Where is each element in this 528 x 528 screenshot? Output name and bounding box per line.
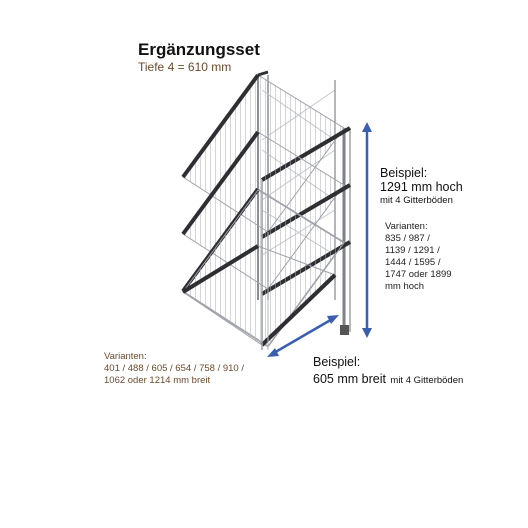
height-variant-line: 1139 / 1291 / — [385, 245, 440, 256]
title: Ergänzungsset — [138, 40, 260, 59]
subtitle: Tiefe 4 = 610 mm — [138, 60, 232, 74]
width-variants-heading: Varianten: — [104, 351, 147, 362]
height-variant-line: 835 / 987 / — [385, 233, 430, 244]
height-variant-line: 1444 / 1595 / — [385, 257, 441, 268]
width-example-note: mit 4 Gitterböden — [390, 375, 464, 386]
width-example-value: 605 mm breit — [313, 372, 386, 386]
height-variant-line: mm hoch — [385, 281, 425, 292]
height-example-value: 1291 mm hoch — [380, 180, 463, 194]
height-variant-line: 1747 oder 1899 — [385, 269, 452, 280]
foot — [340, 325, 349, 335]
height-example-note: mit 4 Gitterböden — [380, 195, 453, 206]
height-example-heading: Beispiel: — [380, 166, 428, 180]
width-variant-line: 401 / 488 / 605 / 654 / 758 / 910 / — [104, 363, 244, 374]
width-example-line — [313, 370, 463, 388]
height-variants-heading: Varianten: — [385, 221, 428, 232]
height-arrow — [362, 122, 372, 338]
width-example-heading: Beispiel: — [313, 355, 361, 369]
width-variant-line: 1062 oder 1214 mm breit — [104, 375, 211, 386]
